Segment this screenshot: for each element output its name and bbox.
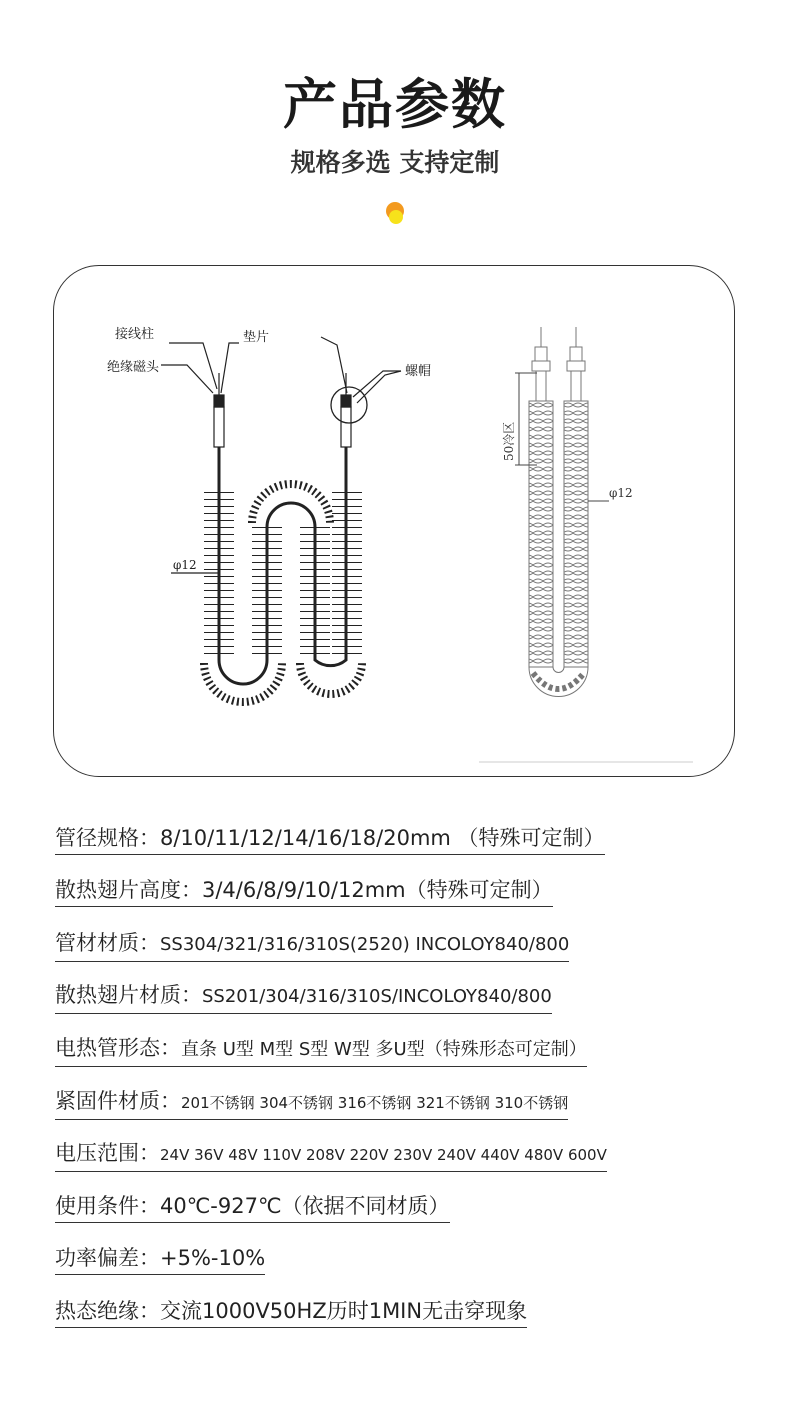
label-insulator: 绝缘磁头 xyxy=(107,360,160,375)
label-gasket: 垫片 xyxy=(243,330,270,345)
spec-voltage-range: 电压范围：24V 36V 48V 110V 208V 220V 230V 240V 440V 480V 600V xyxy=(55,1139,607,1172)
page-title: 产品参数 xyxy=(283,73,507,136)
spec-fastener-material: 紧固件材质：201不锈钢 304不锈钢 316不锈钢 321不锈钢 310不锈钢 xyxy=(55,1087,568,1120)
label-terminal: 接线柱 xyxy=(115,327,155,342)
m-shape-heater xyxy=(161,337,401,702)
spec-tube-diameter: 管径规格：8/10/11/12/14/16/18/20mm （特殊可定制） xyxy=(55,824,605,855)
spec-shape: 电热管形态：直条 U型 M型 S型 W型 多U型（特殊形态可定制） xyxy=(55,1034,587,1067)
spec-conditions: 使用条件：40℃-927℃（依据不同材质） xyxy=(55,1192,450,1223)
u-shape-heater xyxy=(515,327,609,697)
decorative-dots xyxy=(383,200,409,226)
spec-power-tolerance: 功率偏差：+5%-10% xyxy=(55,1244,265,1275)
label-diameter-right: φ12 xyxy=(609,486,633,500)
label-diameter-left: φ12 xyxy=(173,558,197,572)
spec-hot-insulation: 热态绝缘：交流1000V50HZ历时1MIN无击穿现象 xyxy=(55,1297,527,1328)
label-nut: 螺帽 xyxy=(405,364,432,379)
yellow-dot xyxy=(389,210,403,224)
spec-fin-height: 散热翅片高度：3/4/6/8/9/10/12mm（特殊可定制） xyxy=(55,876,553,907)
heater-technical-drawing xyxy=(53,265,735,777)
page-subtitle: 规格多选 支持定制 xyxy=(290,148,500,177)
label-cold-zone: 50冷区 xyxy=(502,421,516,461)
spec-fin-material: 散热翅片材质：SS201/304/316/310S/INCOLOY840/800 xyxy=(55,981,552,1014)
spec-tube-material: 管材材质：SS304/321/316/310S(2520) INCOLOY840/800 xyxy=(55,929,569,962)
